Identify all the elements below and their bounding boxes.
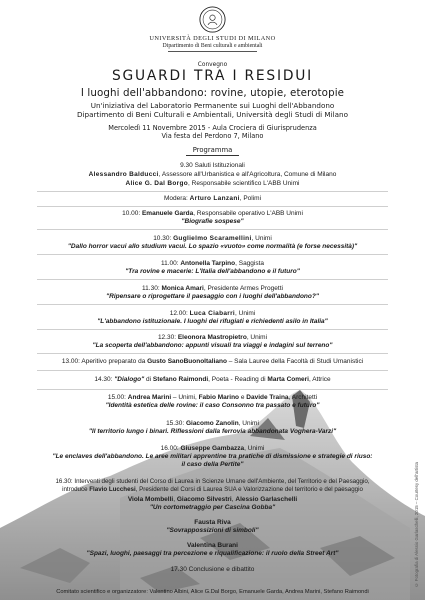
program-item-mastropietro: 12.30: Eleonora Mastropietro, Unimi: [157, 334, 268, 341]
program-item-marini: 15.00: Andrea Marini – Unimi, Fabio Marino e Davide Traina, Architetti: [107, 394, 318, 401]
event-kind: Convegno: [197, 60, 228, 68]
program-item-dialogo: 14.30: "Dialogo" di Stefano Raimondi, Poeta - Reading di Marta Comeri, Attrice: [94, 376, 331, 383]
organizers-line-1: Un'iniziativa del Laboratorio Permanente sui Luoghi dell'Abbandono: [90, 101, 335, 110]
talk-title: "Sovrappossizioni di simboli": [166, 527, 259, 534]
program-item-conclusione: 17.30 Conclusione e dibattito: [170, 566, 255, 573]
program-item-lucchesi: introduce Flavio Lucchesi, Presidente del Corsi di Laurea SUA e Valorizzazione del territorio e del paesaggio: [62, 486, 363, 493]
talk-title: "Tra rovine e macerie: L'Italia dell'abbandono e il futuro": [125, 268, 300, 275]
program-item-zanolin: 15.30: Giacomo Zanolin, Unimi: [166, 420, 259, 427]
talk-title: "Ripensare o riprogettare il paesaggio con i luoghi dell'abbandono?": [106, 293, 319, 300]
talk-title: "Il territorio lungo i binari. Riflessioni dalla ferrovia abbandonata Voghera-Varzi": [88, 428, 337, 435]
program-divider: [186, 155, 239, 156]
section-divider: [37, 304, 388, 305]
event-subtitle: I luoghi dell'abbandono: rovine, utopie, eterotopie: [80, 87, 345, 99]
program-item-cortometraggio: Viola Mombelli, Giacomo Silvestri, Alessio Garlaschelli: [127, 496, 298, 503]
section-divider: [37, 353, 388, 354]
talk-title: "Un cortometraggio per Cascina Gobba": [149, 504, 276, 511]
header-divider: [168, 51, 257, 52]
program-item-balducci: Alessandro Balducci, Assessore all'Urbanistica e all'Agricoltura, Comune di Milano: [88, 171, 337, 178]
section-divider: [37, 229, 388, 230]
photo-credit: © Fotografia di Alessio Garlaschelli, 2015 – Courtesy dell'artista: [414, 462, 419, 588]
program-item-burani: Valentina Burani: [187, 542, 238, 549]
talk-title: "Identità estetica delle rovine: il caso Consonno tra passato e futuro": [105, 402, 320, 409]
talk-title: "La scoperta dell'abbandono: appunti visuali tra viaggi e indagini sul terreno": [92, 342, 333, 349]
program-item-moderator: Modera: Arturo Lanzani, Polimi: [163, 195, 262, 202]
program-item-gambazza: 16.00: Giuseppe Gambazza, Unimi: [160, 445, 265, 452]
talk-title: "Le enclaves dell'abbandono. Le aree militari apprentine tra pratiche di dismissione e strategie di riuso:: [52, 453, 373, 460]
section-divider: [37, 389, 388, 390]
section-divider: [37, 279, 388, 280]
section-divider: [37, 206, 388, 207]
program-item-ciabarri: 12.00: Luca Ciabarri, Unimi: [169, 310, 256, 317]
section-divider: [37, 370, 388, 371]
department-name: Dipartimento di Beni culturali e ambientali: [162, 43, 263, 49]
talk-title: "Dallo horror vacui allo studium vacui. Lo spazio «vuoto» come normalità (e forse necessità)": [67, 243, 358, 250]
talk-title: "Spazi, luoghi, paesaggi tra percezione e riqualificazione: il ruolo della Street Art": [86, 550, 339, 557]
program-item-scaramellini: 10.30: Guglielmo Scaramellini, Unimi: [153, 235, 272, 242]
program-item-saluti: 9.30 Saluti Istituzionali: [180, 162, 245, 169]
program-item-studenti: 16.30: Interventi degli studenti del Corso di Laurea in Scienze Umane dell'Ambiente, del Territorio e del Paesaggio,: [55, 478, 370, 485]
program-item-garda: 10.00: Emanuele Garda, Responsabile operativo L'ABB Unimi: [122, 210, 303, 217]
organizers-line-2: Dipartimento di Beni Culturali e Ambientali, Università degli Studi di Milano: [76, 110, 348, 119]
program-item-aperitivo: 13.00: Aperitivo preparato da Gusto SanoBuonoItaliano – Sala Lauree della Facoltà di Studi Umanistici: [61, 358, 364, 365]
talk-title: "Biografie sospese": [181, 218, 244, 225]
talk-title: "L'abbandono istituzionale. I luoghi dei rifugiati e richiedenti asilo in Italia": [97, 318, 328, 325]
footer-committee: Comitato scientifico e organizzatore: Valentino Albini, Alice G.Dal Borgo, Emanuele Garda, Andrea Marini, Stefano Raimondi: [56, 589, 369, 595]
university-name: UNIVERSITÀ DEGLI STUDI DI MILANO: [149, 35, 276, 42]
program-label: Programma: [192, 146, 233, 154]
event-date-place: Mercoledì 11 Novembre 2015 - Aula Crociera di Giurisprudenza: [108, 124, 317, 132]
section-divider: [37, 254, 388, 255]
section-divider: [37, 191, 388, 192]
section-divider: [37, 329, 388, 330]
university-seal-icon: [199, 6, 226, 33]
program-item-riva: Fausta Riva: [194, 519, 231, 526]
event-title: SGUARDI TRA I RESIDUI: [111, 68, 314, 84]
program-item-tarpino: 11.00: Antonella Tarpino, Saggista: [160, 260, 265, 267]
program-item-amari: 11.30: Monica Amari, Presidente Armes Progetti: [142, 285, 283, 292]
event-address: Via festa del Perdono 7, Milano: [161, 132, 264, 140]
talk-title-continued: il caso della Pertite": [181, 461, 244, 468]
program-item-dalborgo: Alice G. Dal Borgo, Responsabile scientifico L'ABB Unimi: [125, 180, 300, 187]
